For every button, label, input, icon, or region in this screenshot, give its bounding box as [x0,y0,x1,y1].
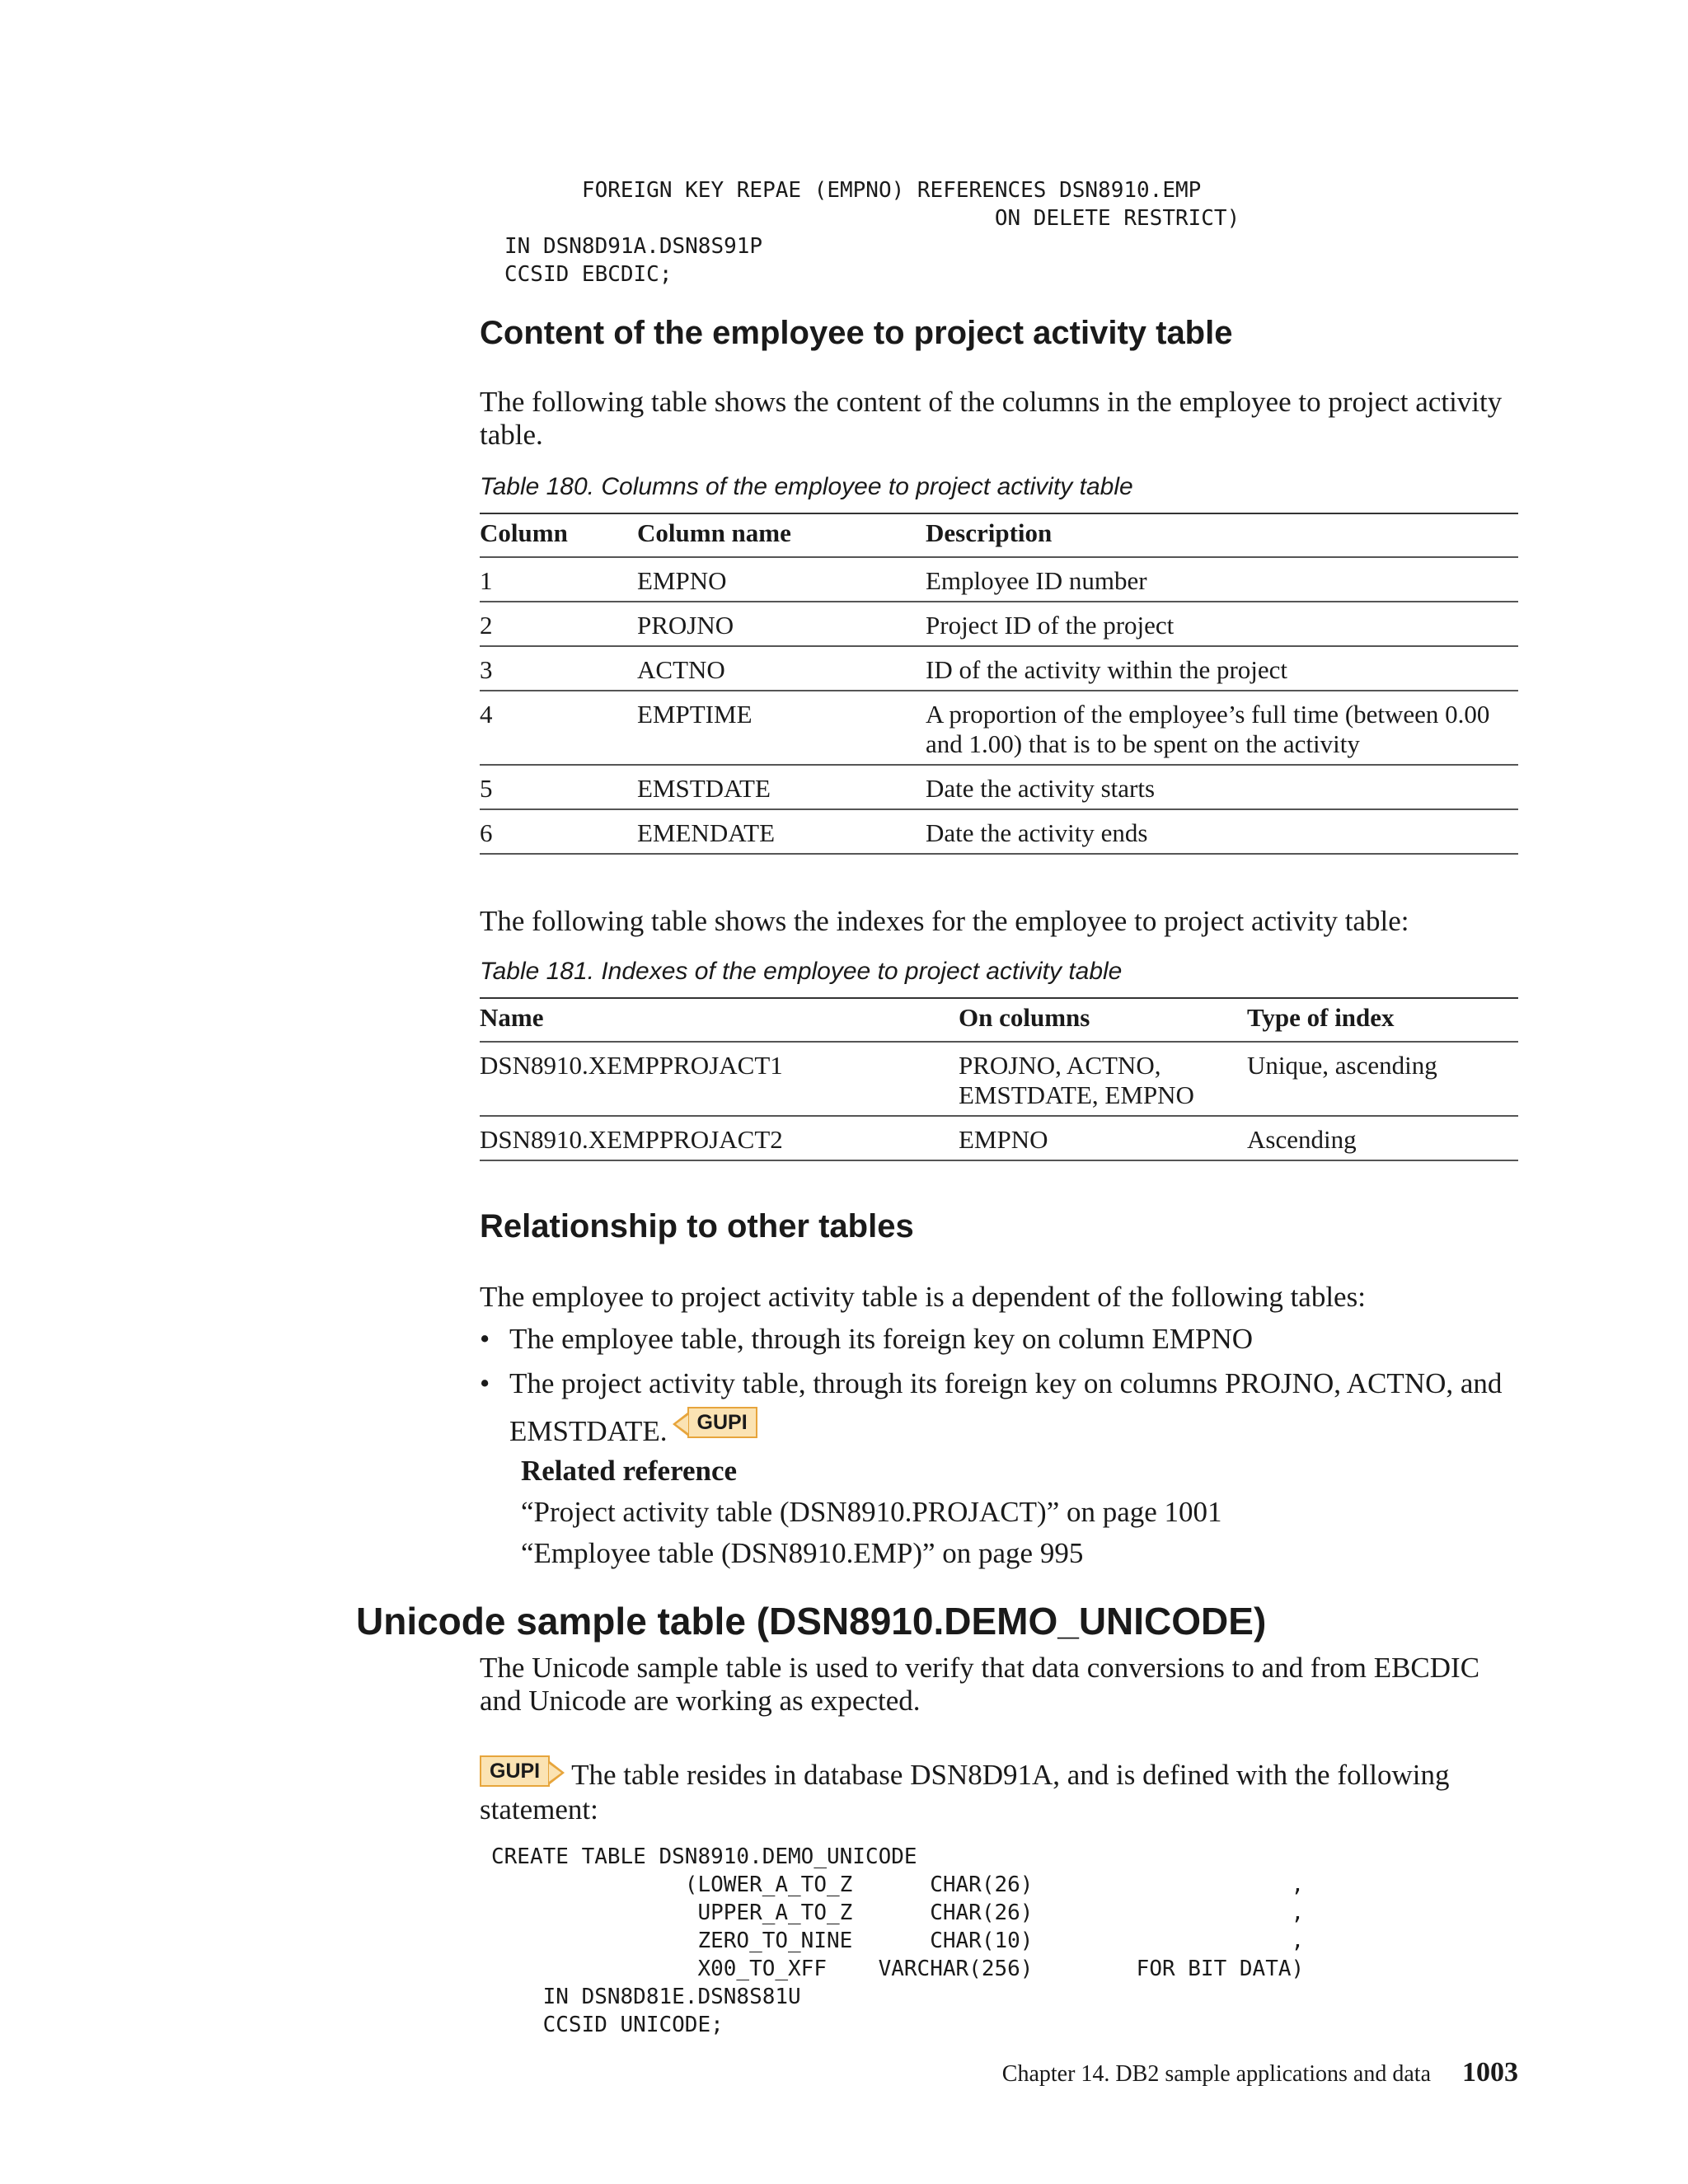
table-header-row [480,998,1518,1042]
cell-description: Employee ID number [926,557,1518,602]
header-column: Column [480,513,637,557]
bullet-icon: • [480,1323,490,1355]
related-reference-link[interactable]: “Employee table (DSN8910.EMP)” on page 995 [521,1537,1084,1569]
cell-column: 2 [480,602,637,646]
section-heading-content: Content of the employee to project activity table [480,315,1233,351]
cell-on-columns: EMPNO [959,1116,1247,1160]
bullet-icon: • [480,1367,490,1399]
table-row [480,765,1518,809]
table-caption-180: Table 180. Columns of the employee to project activity table [480,473,1133,500]
code-block-foreign-key [504,176,1240,288]
page-footer [1002,2057,1518,2088]
code-line: IN DSN8D81E.DSN8S81U [491,1985,801,2009]
related-reference-heading: Related reference [521,1455,738,1487]
code-line: ZERO_TO_NINE CHAR(10) , [491,1929,1305,1953]
list-item: • The project activity table, through its foreign key on columns PROJNO, ACTNO, and EMSTDATE. GUPI [480,1360,1518,1455]
table-caption-181: Table 181. Indexes of the employee to project activity table [480,958,1123,985]
cell-column: 3 [480,646,637,691]
intro-paragraph-unicode: The Unicode sample table is used to verify that data conversions to and from EBCDIC and Unicode are working as expected. [480,1652,1480,1717]
cell-column: 5 [480,765,637,809]
footer-chapter: Chapter 14. DB2 sample applications and data [1001,2061,1431,2087]
cell-name: ACTNO [637,646,926,691]
cell-column: 6 [480,809,637,854]
table-row [480,809,1518,854]
code-line: IN DSN8D91A.DSN8S91P [504,234,763,259]
cell-index-name: DSN8910.XEMPPROJACT2 [480,1116,959,1160]
cell-column: 4 [480,691,637,765]
code-line: CCSID EBCDIC; [504,262,673,287]
cell-description: A proportion of the employee’s full time (between 0.00 and 1.00) that is to be spent on the activity [926,691,1518,765]
columns-table [480,513,1518,855]
related-reference-link[interactable]: “Project activity table (DSN8910.PROJACT)” on page 1001 [521,1496,1222,1528]
code-block-create-table [491,1843,1304,2039]
cell-index-type: Unique, ascending [1247,1042,1518,1116]
statement-paragraph [480,1759,1520,1826]
cell-name: PROJNO [637,602,926,646]
section-heading-relationship: Relationship to other tables [480,1208,914,1244]
table-row [480,691,1518,765]
statement-text: The table resides in database DSN8D91A, and is defined with the following statement: [480,1759,1450,1825]
cell-description: Date the activity ends [926,809,1518,854]
list-item: • The employee table, through its foreign key on column EMPNO [480,1319,1518,1360]
header-name: Name [480,998,959,1042]
cell-column: 1 [480,557,637,602]
code-line: FOREIGN KEY REPAE (EMPNO) REFERENCES DSN8910.EMP [504,178,1202,203]
code-line: CREATE TABLE DSN8910.DEMO_UNICODE [491,1844,917,1869]
code-line: CCSID UNICODE; [491,2013,724,2037]
table-row [480,1042,1518,1116]
header-description: Description [926,513,1518,557]
header-on-columns: On columns [959,998,1247,1042]
dependency-list [480,1319,1518,1455]
cell-name: EMPNO [637,557,926,602]
code-line: (LOWER_A_TO_Z CHAR(26) , [491,1872,1305,1897]
page-number: 1003 [1462,2057,1518,2088]
table-row [480,602,1518,646]
table-row [480,1116,1518,1160]
cell-name: EMPTIME [637,691,926,765]
cell-on-columns: PROJNO, ACTNO, EMSTDATE, EMPNO [959,1042,1247,1116]
cell-description: Project ID of the project [926,602,1518,646]
gupi-end-marker: GUPI [687,1407,757,1438]
cell-description: ID of the activity within the project [926,646,1518,691]
header-type-of-index: Type of index [1247,998,1518,1042]
indexes-table [480,997,1518,1161]
table-header-row [480,513,1518,557]
section-heading-unicode: Unicode sample table (DSN8910.DEMO_UNICODE) [356,1600,1267,1643]
intro-paragraph-indexes: The following table shows the indexes for the employee to project activity table: [480,905,1409,937]
code-line: ON DELETE RESTRICT) [504,206,1240,231]
intro-paragraph-columns: The following table shows the content of the columns in the employee to project activity table. [480,386,1503,451]
gupi-start-marker: GUPI [480,1755,550,1787]
cell-name: EMSTDATE [637,765,926,809]
table-row [480,646,1518,691]
intro-paragraph-relationship: The employee to project activity table is a dependent of the following tables: [480,1281,1366,1313]
cell-index-name: DSN8910.XEMPPROJACT1 [480,1042,959,1116]
table-row [480,557,1518,602]
cell-description: Date the activity starts [926,765,1518,809]
cell-index-type: Ascending [1247,1116,1518,1160]
cell-name: EMENDATE [637,809,926,854]
code-line: UPPER_A_TO_Z CHAR(26) , [491,1900,1305,1925]
code-line: X00_TO_XFF VARCHAR(256) FOR BIT DATA) [491,1957,1305,1981]
related-reference-block [521,1451,1222,1574]
header-column-name: Column name [637,513,926,557]
